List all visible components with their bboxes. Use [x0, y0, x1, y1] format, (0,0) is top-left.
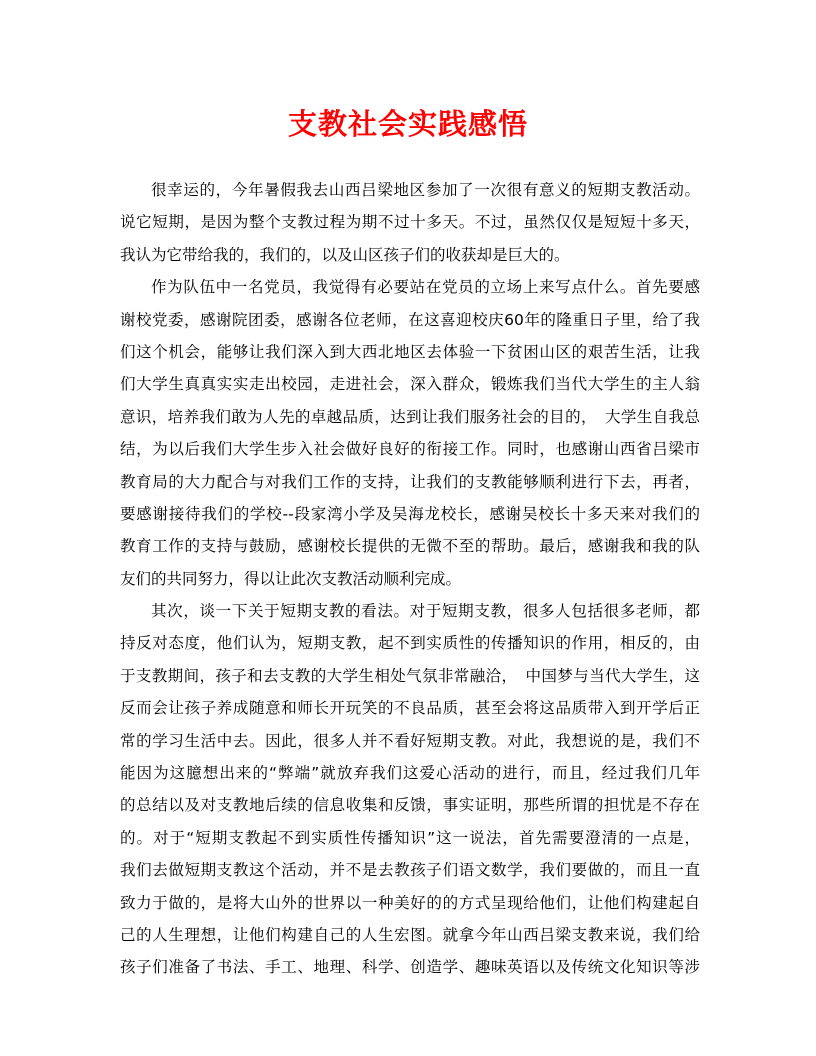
text-line: 我们去做短期支教这个活动，并不是去教孩子们语文数学，我们要做的，而且一直 [120, 861, 700, 880]
text-line: 常的学习生活中去。因此，很多人并不看好短期支教。对此，我想说的是，我们不 [120, 731, 700, 750]
text-line: 于支教期间，孩子和去支教的大学生相处气氛非常融洽， 中国梦与当代大学生，这 [120, 666, 700, 685]
document-body [120, 174, 700, 984]
text-line: 教育局的大力配合与对我们工作的支持，让我们的支教能够顺利进行下去，再者， [120, 472, 700, 491]
text-line: 能因为这臆想出来的“弊端”就放弃我们这爱心活动的进行，而且，经过我们几年 [120, 764, 700, 783]
text-line: 教育工作的支持与鼓励，感谢校长提供的无微不至的帮助。最后，感谢我和我的队 [120, 537, 700, 556]
paragraph-1 [120, 174, 700, 271]
text-line: 要感谢接待我们的学校--段家湾小学及吴海龙校长，感谢吴校长十多天来对我们的 [120, 504, 700, 523]
paragraph-2 [120, 271, 700, 595]
text-line: 很幸运的，今年暑假我去山西吕梁地区参加了一次很有意义的短期支教活动。 [151, 181, 700, 199]
text-line: 谢校党委，感谢院团委，感谢各位老师，在这喜迎校庆60年的隆重日子里，给了我 [120, 310, 700, 329]
document-title: 支教社会实践感悟 [287, 107, 528, 141]
text-line: 持反对态度，他们认为，短期支教，起不到实质性的传播知识的作用，相反的，由 [120, 634, 700, 653]
text-line: 的。对于“短期支教起不到实质性传播知识”这一说法，首先需要澄清的一点是， [120, 828, 700, 847]
text-line: 结，为以后我们大学生步入社会做好良好的衔接工作。同时，也感谢山西省吕梁市 [120, 440, 700, 459]
text-line: 反而会让孩子养成随意和师长开玩笑的不良品质，甚至会将这品质带入到开学后正 [120, 699, 700, 718]
text-line: 们大学生真真实实走出校园，走进社会，深入群众，锻炼我们当代大学生的主人翁 [120, 375, 700, 394]
text-line: 们这个机会，能够让我们深入到大西北地区去体验一下贫困山区的艰苦生活，让我 [120, 342, 700, 361]
text-line: 意识，培养我们敢为人先的卓越品质，达到让我们服务社会的目的， 大学生自我总 [120, 407, 700, 426]
paragraph-3 [120, 595, 700, 984]
text-line: 的总结以及对支教地后续的信息收集和反馈，事实证明，那些所谓的担忧是不存在 [120, 796, 700, 815]
text-line: 孩子们准备了书法、手工、地理、科学、创造学、趣味英语以及传统文化知识等涉 [120, 958, 700, 977]
text-line: 我认为它带给我的，我们的，以及山区孩子们的收获却是巨大的。 [120, 245, 570, 264]
text-line: 致力于做的，是将大山外的世界以一种美好的的方式呈现给他们，让他们构建起自 [120, 893, 700, 912]
text-line: 己的人生理想，让他们构建自己的人生宏图。就拿今年山西吕梁支教来说，我们给 [120, 925, 700, 944]
text-line: 友们的共同努力，得以让此次支教活动顺利完成。 [120, 569, 462, 588]
text-line: 其次，谈一下关于短期支教的看法。对于短期支教，很多人包括很多老师，都 [151, 602, 700, 621]
text-line: 说它短期，是因为整个支教过程为期不过十多天。不过，虽然仅仅是短短十多天， [120, 213, 700, 232]
text-line: 作为队伍中一名党员，我觉得有必要站在党员的立场上来写点什么。首先要感 [151, 278, 700, 297]
